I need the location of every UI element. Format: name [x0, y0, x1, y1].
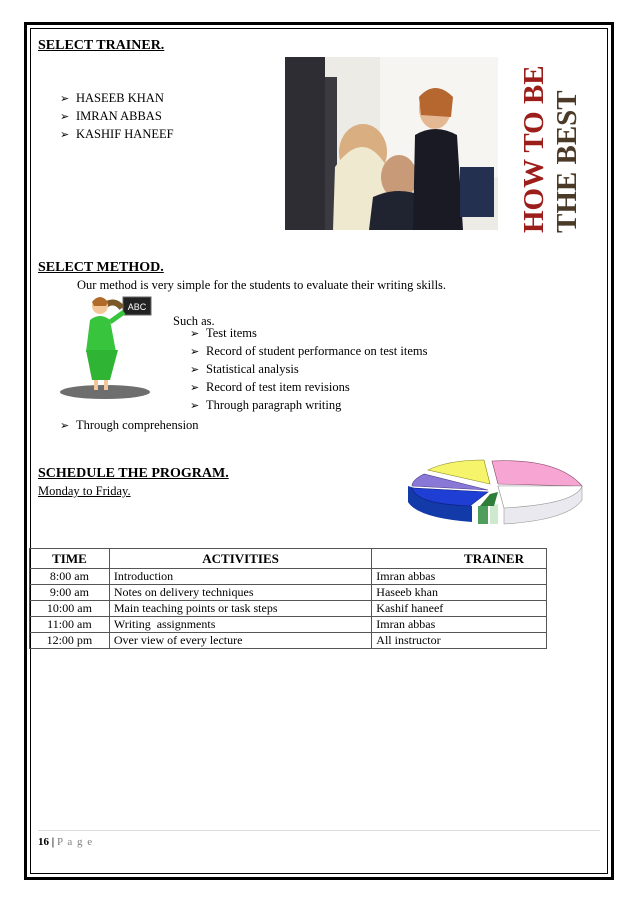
table-row	[30, 569, 547, 585]
list-item: ➢ Record of test item revisions	[190, 378, 427, 396]
arrow-bullet-icon: ➢	[190, 400, 200, 412]
footer-divider	[38, 830, 600, 831]
arrow-bullet-icon: ➢	[190, 364, 200, 376]
list-item: ➢ HASEEB KHAN	[60, 89, 174, 107]
teacher-clipart	[60, 292, 160, 402]
trainer-list	[60, 89, 174, 143]
arrow-bullet-icon: ➢	[60, 420, 70, 432]
cell-trainer: Imran abbas	[372, 569, 547, 585]
list-item: ➢ Through paragraph writing	[190, 396, 427, 414]
cell-trainer: Haseeb khan	[372, 585, 547, 601]
banner-line-1: HOW TO BE	[518, 65, 550, 233]
cell-activity: Main teaching points or task steps	[109, 601, 371, 617]
trainer-heading: SELECT TRAINER.	[38, 38, 165, 53]
header-trainer: TRAINER	[372, 549, 547, 569]
list-item: ➢ IMRAN ABBAS	[60, 107, 174, 125]
banner-line-2: THE BEST	[551, 90, 583, 233]
cell-time: 12:00 pm	[30, 633, 110, 649]
arrow-bullet-icon: ➢	[60, 129, 70, 141]
table-row	[30, 633, 547, 649]
presentation-photo	[285, 57, 498, 230]
cell-trainer: All instructor	[372, 633, 547, 649]
page-number: 16	[38, 836, 49, 848]
cell-activity: Writing assignments	[109, 617, 371, 633]
method-intro: Our method is very simple for the students to evaluate their writing skills.	[77, 278, 447, 292]
cell-trainer: Imran abbas	[372, 617, 547, 633]
cell-time: 9:00 am	[30, 585, 110, 601]
program-days: Monday to Friday.	[38, 484, 131, 498]
list-item: ➢ Record of student performance on test items	[190, 342, 427, 360]
banner-how-to-be-the-best	[515, 63, 583, 235]
list-item: ➢ KASHIF HANEEF	[60, 125, 174, 143]
cell-activity: Introduction	[109, 569, 371, 585]
page-label: P a g e	[56, 836, 94, 848]
schedule-table	[29, 548, 547, 649]
cell-trainer: Kashif haneef	[372, 601, 547, 617]
list-item: ➢ Statistical analysis	[190, 360, 427, 378]
such-as-label: Such as.	[173, 314, 215, 328]
table-row	[30, 617, 547, 633]
pie-chart-clipart	[408, 456, 584, 526]
arrow-bullet-icon: ➢	[190, 328, 200, 340]
method-list	[190, 324, 427, 414]
arrow-bullet-icon: ➢	[60, 93, 70, 105]
list-item: ➢ Test items	[190, 324, 427, 342]
program-heading: SCHEDULE THE PROGRAM.	[38, 466, 229, 481]
method-extra-list	[60, 416, 199, 434]
arrow-bullet-icon: ➢	[60, 111, 70, 123]
header-time: TIME	[30, 549, 110, 569]
table-row	[30, 601, 547, 617]
page-footer	[38, 836, 93, 848]
footer-separator: |	[51, 836, 55, 848]
board-text: ABC	[127, 302, 147, 312]
header-activities: ACTIVITIES	[109, 549, 371, 569]
arrow-bullet-icon: ➢	[190, 382, 200, 394]
arrow-bullet-icon: ➢	[190, 346, 200, 358]
cell-activity: Notes on delivery techniques	[109, 585, 371, 601]
cell-time: 11:00 am	[30, 617, 110, 633]
table-row	[30, 585, 547, 601]
method-heading: SELECT METHOD.	[38, 260, 164, 275]
table-header-row	[30, 549, 547, 569]
cell-activity: Over view of every lecture	[109, 633, 371, 649]
cell-time: 10:00 am	[30, 601, 110, 617]
list-item: ➢ Through comprehension	[60, 416, 199, 434]
cell-time: 8:00 am	[30, 569, 110, 585]
